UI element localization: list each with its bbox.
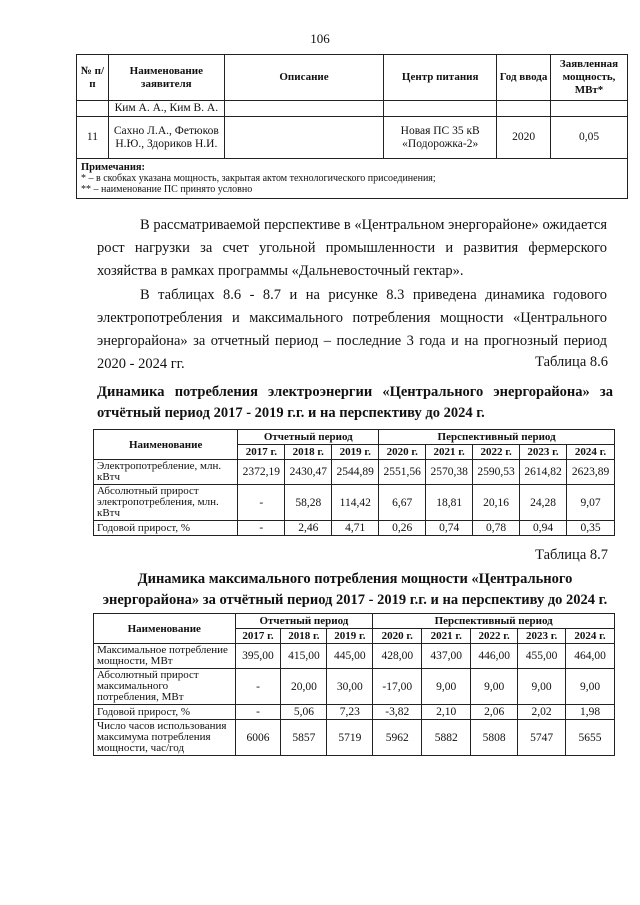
table-row: Годовой прирост, % - 2,46 4,71 0,26 0,74 0,78 0,94 0,35 [94, 521, 615, 536]
energy-consumption-table [93, 429, 615, 536]
col-power: Заявленная мощность, МВт* [551, 55, 628, 101]
note-item: ** – наименование ПС принято условно [81, 184, 253, 195]
notes-title: Примечания: [81, 162, 146, 173]
paragraph-1: В рассматриваемой перспективе в «Центральном энергорайоне» ожидается рост нагрузки за счет угольной промышленности и развития фермерского хозяйства в рамках программы «Дальневосточный гектар». [97, 217, 607, 279]
col-power-center: Центр питания [384, 55, 497, 101]
group-forecast: Перспективный период [379, 430, 615, 445]
group-reported: Отчетный период [238, 430, 379, 445]
table-title-8-6: Динамика потребления электроэнергии «Центрального энергорайона» за отчётный период 2017 - 2019 г.г. и на перспективу до 2024 г. [97, 384, 613, 421]
table-row: Годовой прирост, % - 5,06 7,23 -3,82 2,10 2,06 2,02 1,98 [94, 705, 615, 720]
notes-row [77, 159, 628, 199]
col-name: Наименование [94, 614, 236, 644]
table-header-row [94, 430, 615, 445]
table-row: 11 Сахно Л.А., Фетюков Н.Ю., Здориков Н.И. Новая ПС 35 кВ «Подорожка-2» 2020 0,05 [77, 117, 628, 159]
col-number: № п/п [77, 55, 109, 101]
table-header-row [77, 55, 628, 101]
table-row: Ким А. А., Ким В. А. [77, 101, 628, 117]
paragraph-2: В таблицах 8.6 - 8.7 и на рисунке 8.3 приведена динамика годового электропотребления и максимального потребления мощности «Центрального энергорайона» за отчетный период – последние 3 года и на прогнозный период 2020 - 2024 гг. [97, 287, 607, 372]
table-row: Абсолютный прирост электропотребления, млн. кВтч - 58,28 114,42 6,67 18,81 20,16 24,28 9,07 [94, 485, 615, 521]
table-row: Электропотребление, млн. кВтч 2372,19 2430,47 2544,89 2551,56 2570,38 2590,53 2614,82 2623,89 [94, 460, 615, 485]
max-power-table [93, 613, 615, 756]
table-label-8-7: Таблица 8.7 [535, 547, 608, 563]
years-row: 2017 г. 2018 г. 2019 г. 2020 г. 2021 г. 2022 г. 2023 г. 2024 г. [94, 445, 615, 460]
note-item: * – в скобках указана мощность, закрытая актом технологического присоединения; [81, 173, 436, 184]
table-label-8-6: Таблица 8.6 [535, 354, 608, 370]
table-row: Число часов использования максимума потребления мощности, час/год 6006 5857 5719 5962 5882 5808 5747 5655 [94, 720, 615, 756]
col-year: Год ввода [497, 55, 551, 101]
group-reported: Отчетный период [235, 614, 373, 629]
page-number: 106 [310, 31, 330, 46]
col-description: Описание [224, 55, 384, 101]
years-row: 2017 г. 2018 г. 2019 г. 2020 г. 2021 г. 2022 г. 2023 г. 2024 г. [94, 629, 615, 644]
col-applicant: Наименование заявителя [108, 55, 224, 101]
table-row: Абсолютный прирост максимального потребления, МВт - 20,00 30,00 -17,00 9,00 9,00 9,00 9,00 [94, 669, 615, 705]
table-row: Максимальное потребление мощности, МВт 395,00 415,00 445,00 428,00 437,00 446,00 455,00 464,00 [94, 644, 615, 669]
group-forecast: Перспективный период [373, 614, 615, 629]
applicants-table [76, 54, 628, 199]
table-header-row [94, 614, 615, 629]
col-name: Наименование [94, 430, 238, 460]
table-title-8-7: Динамика максимального потребления мощности «Центрального энергорайона» за отчётный период 2017 - 2019 г.г. и на перспективу до 2024 г. [102, 571, 608, 608]
